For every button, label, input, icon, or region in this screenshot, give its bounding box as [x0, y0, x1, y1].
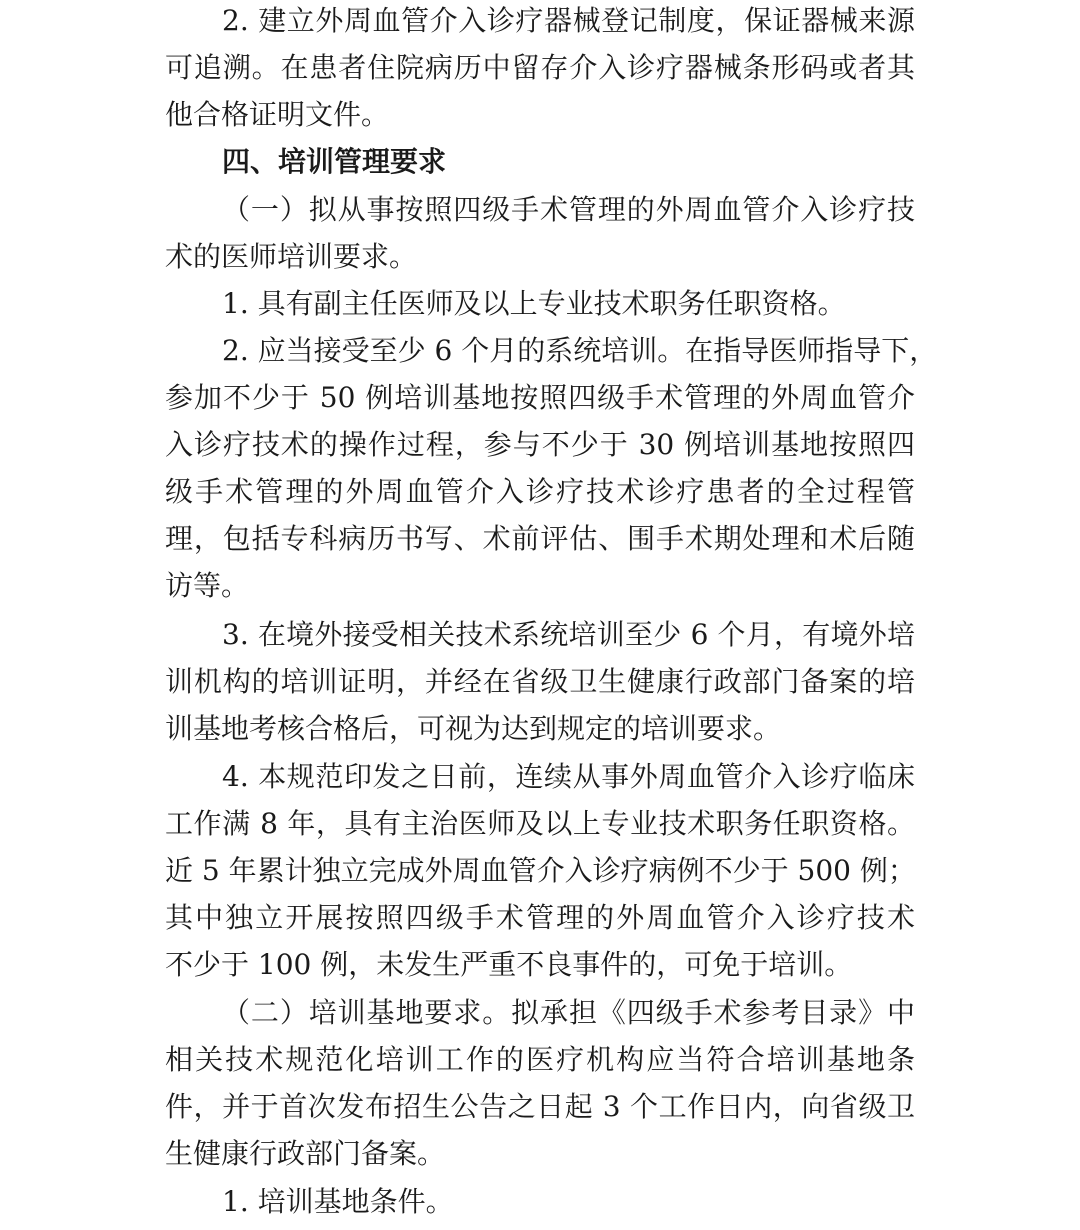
paragraph-line: 参加不少于 50 例培训基地按照四级手术管理的外周血管介	[165, 381, 915, 414]
section-heading: 四、培训管理要求	[222, 145, 447, 178]
paragraph-line: 其中独立开展按照四级手术管理的外周血管介入诊疗技术	[165, 901, 915, 934]
paragraph-line: 术的医师培训要求。	[165, 240, 418, 273]
paragraph-line: 件，并于首次发布招生公告之日起 3 个工作日内，向省级卫	[165, 1090, 915, 1123]
paragraph-line: 训机构的培训证明，并经在省级卫生健康行政部门备案的培	[165, 665, 915, 698]
paragraph-line: 相关技术规范化培训工作的医疗机构应当符合培训基地条	[165, 1043, 915, 1076]
paragraph-line: 训基地考核合格后，可视为达到规定的培训要求。	[165, 712, 782, 745]
paragraph-line: 生健康行政部门备案。	[165, 1137, 446, 1170]
paragraph-line: 近 5 年累计独立完成外周血管介入诊疗病例不少于 500 例；	[165, 854, 916, 887]
paragraph-line: 访等。	[165, 569, 250, 602]
paragraph-line: 3. 在境外接受相关技术系统培训至少 6 个月，有境外培	[222, 618, 915, 651]
paragraph-line: 他合格证明文件。	[165, 98, 390, 131]
paragraph-line: 2. 应当接受至少 6 个月的系统培训。在指导医师指导下，	[222, 334, 938, 367]
paragraph-line: 工作满 8 年，具有主治医师及以上专业技术职务任职资格。	[165, 807, 915, 840]
paragraph-line: 入诊疗技术的操作过程，参与不少于 30 例培训基地按照四	[165, 428, 915, 461]
paragraph-line: （二）培训基地要求。拟承担《四级手术参考目录》中	[222, 996, 915, 1029]
paragraph-line: 4. 本规范印发之日前，连续从事外周血管介入诊疗临床	[222, 760, 915, 793]
paragraph-line: 可追溯。在患者住院病历中留存介入诊疗器械条形码或者其	[165, 51, 915, 84]
paragraph-line: 不少于 100 例，未发生严重不良事件的，可免于培训。	[165, 948, 853, 981]
paragraph-line: 级手术管理的外周血管介入诊疗技术诊疗患者的全过程管	[165, 475, 915, 508]
paragraph-line: （一）拟从事按照四级手术管理的外周血管介入诊疗技	[222, 193, 915, 226]
paragraph-line: 2. 建立外周血管介入诊疗器械登记制度，保证器械来源	[222, 4, 915, 37]
paragraph-line: 1. 培训基地条件。	[222, 1185, 454, 1218]
paragraph-line: 理，包括专科病历书写、术前评估、围手术期处理和术后随	[165, 522, 915, 555]
paragraph-line: 1. 具有副主任医师及以上专业技术职务任职资格。	[222, 287, 846, 320]
